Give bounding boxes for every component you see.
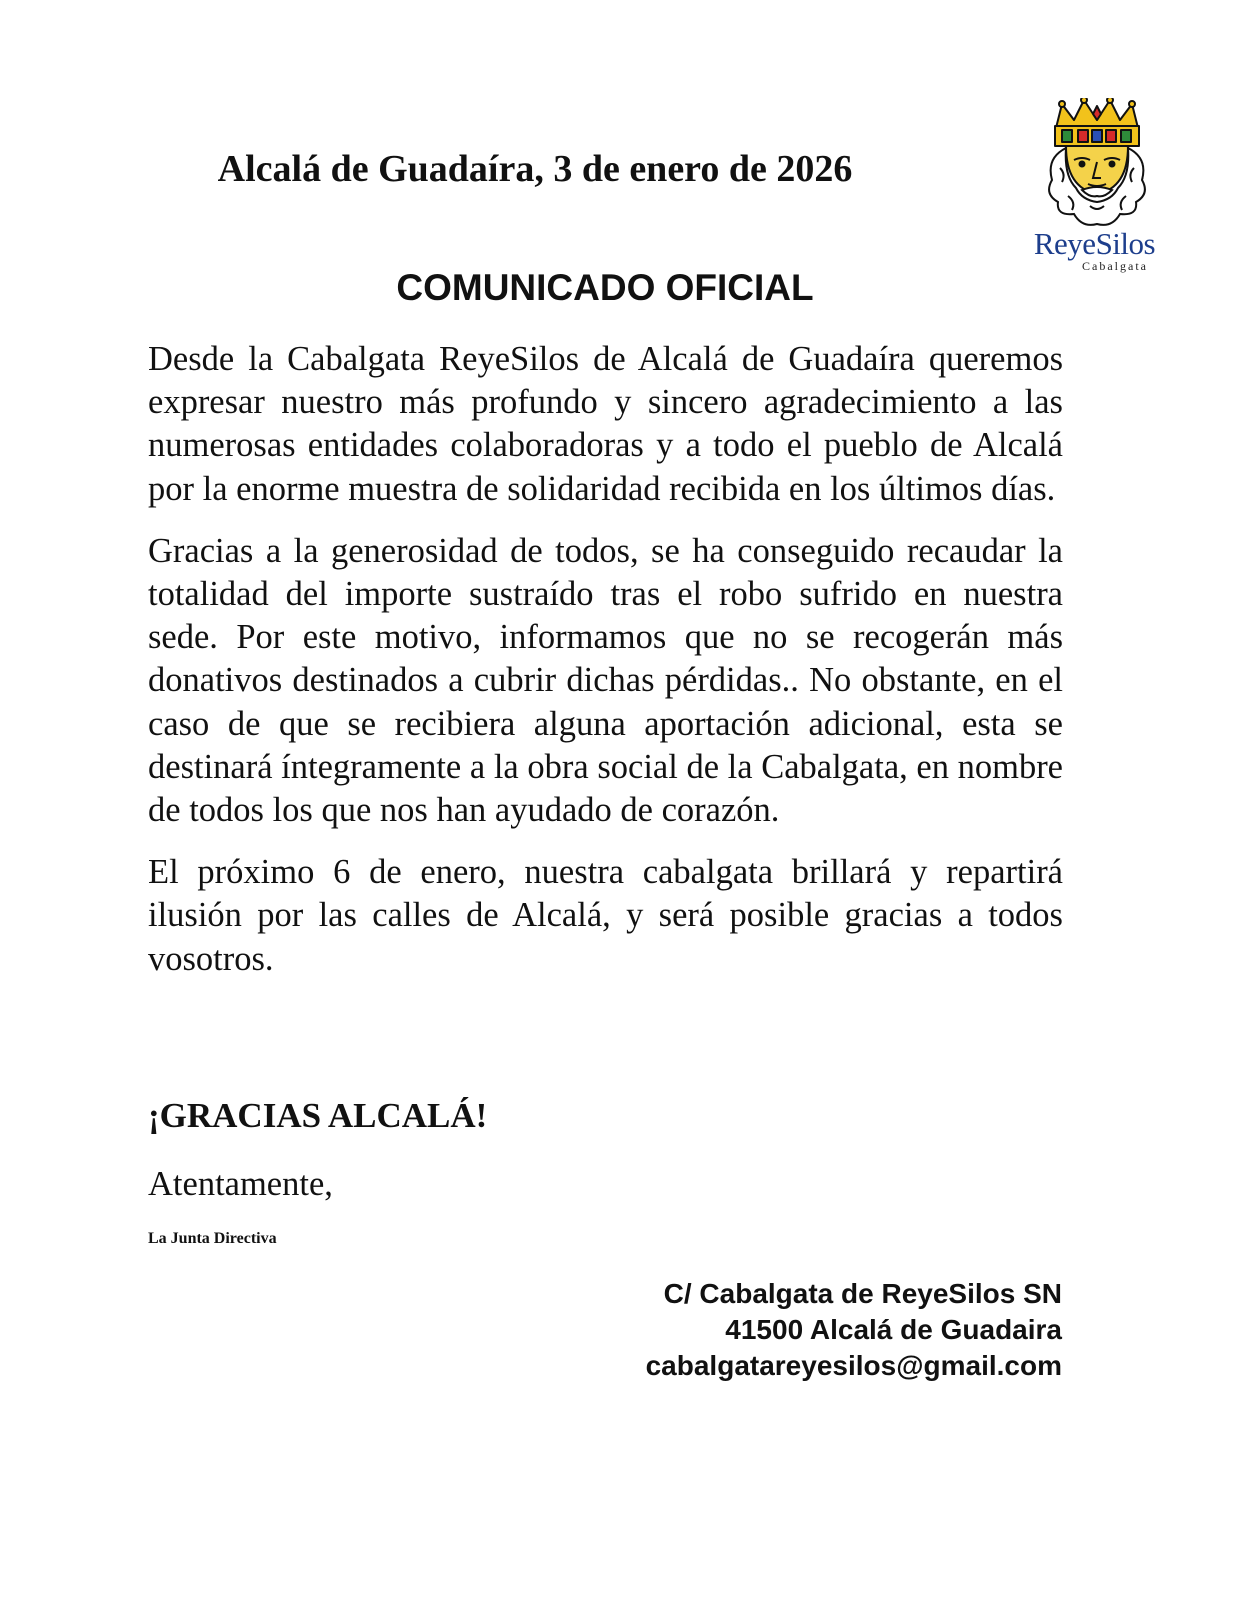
paragraph-thanks: Desde la Cabalgata ReyeSilos de Alcalá de Guadaíra queremos expresar nuestro más profundo y sincero agradecimiento a las numerosas entidades colaboradoras y a todo el pueblo de Alcalá por la enorme muestra de solidaridad recibida en los últimos días.: [148, 340, 1063, 508]
contact-email: cabalgatareyesilos@gmail.com: [645, 1350, 1062, 1381]
reyesilos-logo: [1022, 98, 1172, 278]
logo-subtitle: Cabalgata: [1082, 259, 1148, 273]
signature: La Junta Directiva: [148, 1230, 277, 1247]
address-city: 41500 Alcalá de Guadaira: [725, 1314, 1062, 1345]
date-line: Alcalá de Guadaíra, 3 de enero de 2026: [217, 148, 853, 190]
logo-name: ReyeSilos: [1033, 226, 1156, 261]
king-crown-logo-icon: [1022, 98, 1172, 233]
document-heading: COMUNICADO OFICIAL: [396, 267, 814, 308]
closing: Atentamente,: [148, 1165, 333, 1203]
address-block: [646, 1276, 1062, 1384]
letter-body: [148, 338, 1063, 1000]
paragraph-donations: Gracias a la generosidad de todos, se ha conseguido recaudar la totalidad del importe sustraído tras el robo sufrido en nuestra sede. Por este motivo, informamos que no se recogerán más donativos destinados a cubrir dichas pérdidas.. No obstante, en el caso de que se recibiera alguna aportación adicional, esta se destinará íntegramente a la obra social de la Cabalgata, en nombre de todos los que nos han ayudado de corazón.: [148, 531, 1063, 830]
address-street: C/ Cabalgata de ReyeSilos SN: [663, 1278, 1062, 1309]
paragraph-parade: El próximo 6 de enero, nuestra cabalgata brillará y repartirá ilusión por las calles de Alcalá, y será posible gracias a todos vosotros.: [148, 853, 1063, 978]
exclamation: ¡GRACIAS ALCALÁ!: [148, 1096, 488, 1135]
